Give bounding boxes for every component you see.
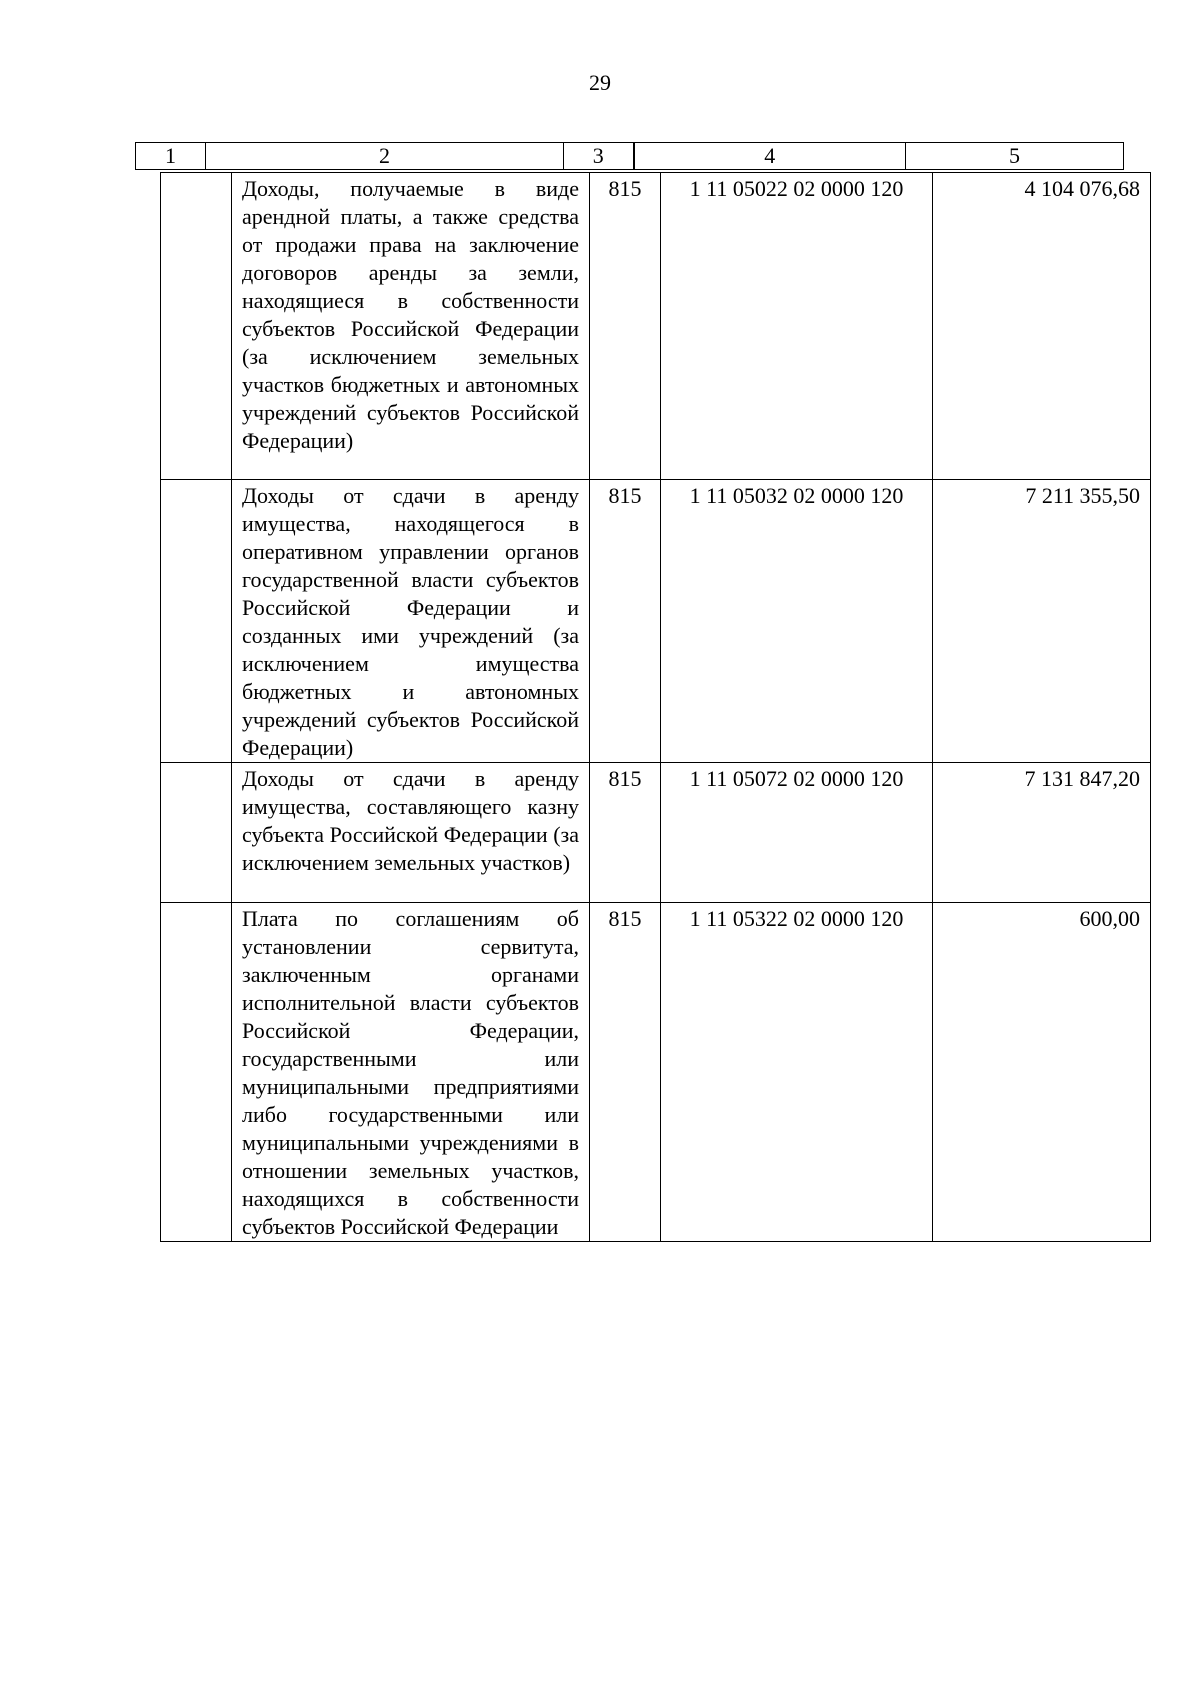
row-amount: 600,00 <box>933 903 1151 1242</box>
row-budget-code: 1 11 05032 02 0000 120 <box>661 480 933 763</box>
table-row <box>161 763 1151 903</box>
row-budget-code: 1 11 05022 02 0000 120 <box>661 173 933 480</box>
column-header-1: 1 <box>136 143 206 170</box>
row-description: Плата по соглашениям об установлении сервитута, заключенным органами исполнительной власти субъектов Российской Федерации, государственными или муниципальными предприятиями либо государственными или муниципальными учреждениями в отношении земельных участков, находящихся в собственности субъектов Российской Федерации <box>232 903 590 1242</box>
column-header-2: 2 <box>206 143 564 170</box>
row-admin-code: 815 <box>590 173 661 480</box>
column-header-4: 4 <box>634 143 906 170</box>
row-admin-code: 815 <box>590 903 661 1242</box>
column-header-3: 3 <box>564 143 634 170</box>
table-row <box>161 480 1151 763</box>
table-row <box>161 903 1151 1242</box>
table-row <box>161 173 1151 480</box>
row-amount: 7 211 355,50 <box>933 480 1151 763</box>
column-header-row <box>136 143 1124 170</box>
row-number-cell <box>161 903 232 1242</box>
row-admin-code: 815 <box>590 763 661 903</box>
row-description: Доходы, получаемые в виде арендной платы, а также средства от продажи права на заключение договоров аренды за земли, находящиеся в собственности субъектов Российской Федерации (за исключением земельных участков бюджетных и автономных учреждений субъектов Российской Федерации) <box>232 173 590 480</box>
row-number-cell <box>161 480 232 763</box>
row-budget-code: 1 11 05072 02 0000 120 <box>661 763 933 903</box>
page-number: 29 <box>589 70 611 95</box>
row-admin-code: 815 <box>590 480 661 763</box>
row-description: Доходы от сдачи в аренду имущества, составляющего казну субъекта Российской Федерации (за исключением земельных участков) <box>232 763 590 903</box>
row-description: Доходы от сдачи в аренду имущества, находящегося в оперативном управлении органов государственной власти субъектов Российской Федерации и созданных ими учреждений (за исключением имущества бюджетных и автономных учреждений субъектов Российской Федерации) <box>232 480 590 763</box>
column-header-5: 5 <box>906 143 1124 170</box>
row-budget-code: 1 11 05322 02 0000 120 <box>661 903 933 1242</box>
row-number-cell <box>161 173 232 480</box>
column-header-table <box>135 142 1124 170</box>
row-number-cell <box>161 763 232 903</box>
row-amount: 7 131 847,20 <box>933 763 1151 903</box>
row-amount: 4 104 076,68 <box>933 173 1151 480</box>
revenue-table <box>160 172 1151 1242</box>
